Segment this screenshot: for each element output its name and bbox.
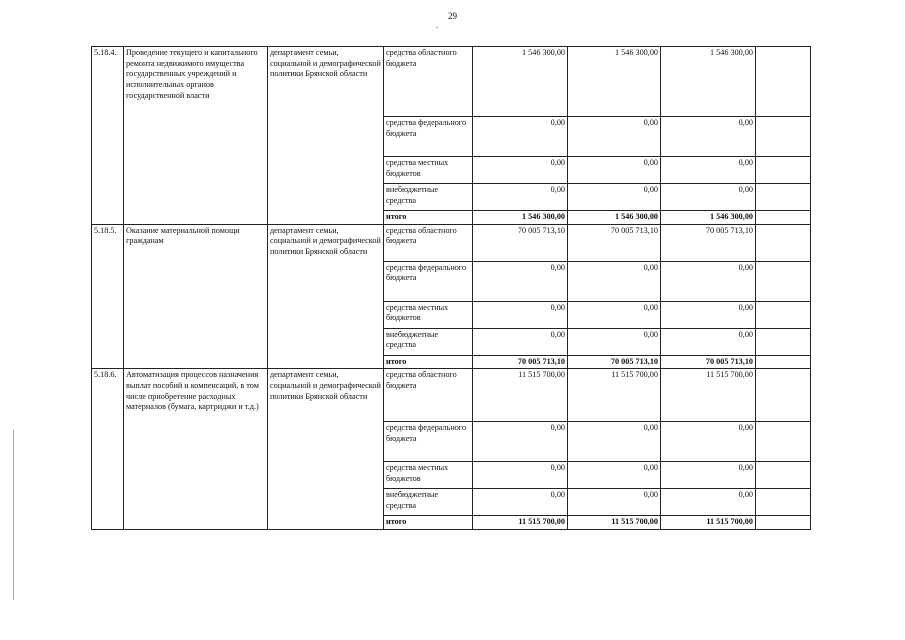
amount-year-3: 11 515 700,00 xyxy=(661,516,756,530)
empty-cell xyxy=(756,369,811,422)
measure-code: 5.18.5. xyxy=(92,224,124,369)
empty-cell xyxy=(756,328,811,355)
scan-edge-line xyxy=(13,430,14,600)
empty-cell xyxy=(756,224,811,261)
amount-year-2: 0,00 xyxy=(568,462,661,489)
amount-year-3: 0,00 xyxy=(661,117,756,157)
empty-cell xyxy=(756,261,811,301)
amount-year-1: 0,00 xyxy=(473,157,568,184)
funding-source: внебюджетные средства xyxy=(384,328,473,355)
amount-year-1: 0,00 xyxy=(473,261,568,301)
executor: департамент семьи, социальной и демографической политики Брянской области xyxy=(268,224,384,369)
amount-year-1: 70 005 713,10 xyxy=(473,224,568,261)
amount-year-3: 70 005 713,10 xyxy=(661,224,756,261)
amount-year-3: 0,00 xyxy=(661,184,756,211)
amount-year-2: 0,00 xyxy=(568,184,661,211)
funding-source: итого xyxy=(384,516,473,530)
amount-year-2: 0,00 xyxy=(568,328,661,355)
table-row xyxy=(92,47,811,117)
empty-cell xyxy=(756,211,811,225)
amount-year-2: 70 005 713,10 xyxy=(568,355,661,369)
funding-source: средства федерального бюджета xyxy=(384,261,473,301)
funding-source: итого xyxy=(384,355,473,369)
amount-year-1: 0,00 xyxy=(473,489,568,516)
empty-cell xyxy=(756,47,811,117)
funding-source: внебюджетные средства xyxy=(384,184,473,211)
amount-year-1: 0,00 xyxy=(473,301,568,328)
empty-cell xyxy=(756,184,811,211)
amount-year-1: 0,00 xyxy=(473,184,568,211)
funding-source: средства областного бюджета xyxy=(384,369,473,422)
amount-year-1: 0,00 xyxy=(473,462,568,489)
amount-year-1: 0,00 xyxy=(473,422,568,462)
empty-cell xyxy=(756,117,811,157)
empty-cell xyxy=(756,489,811,516)
amount-year-2: 0,00 xyxy=(568,261,661,301)
funding-source: средства областного бюджета xyxy=(384,224,473,261)
amount-year-1: 11 515 700,00 xyxy=(473,516,568,530)
amount-year-1: 11 515 700,00 xyxy=(473,369,568,422)
empty-cell xyxy=(756,462,811,489)
amount-year-2: 1 546 300,00 xyxy=(568,211,661,225)
amount-year-1: 1 546 300,00 xyxy=(473,47,568,117)
funding-source: средства местных бюджетов xyxy=(384,301,473,328)
empty-cell xyxy=(756,301,811,328)
measure-name: Автоматизация процессов назначения выплат пособий и компенсаций, в том числе приобретение расходных материалов (бумага, картриджи и т.д.) xyxy=(124,369,268,530)
amount-year-2: 0,00 xyxy=(568,489,661,516)
amount-year-3: 0,00 xyxy=(661,328,756,355)
empty-cell xyxy=(756,422,811,462)
amount-year-3: 70 005 713,10 xyxy=(661,355,756,369)
amount-year-3: 0,00 xyxy=(661,157,756,184)
amount-year-3: 1 546 300,00 xyxy=(661,47,756,117)
amount-year-2: 0,00 xyxy=(568,117,661,157)
amount-year-1: 0,00 xyxy=(473,328,568,355)
amount-year-1: 1 546 300,00 xyxy=(473,211,568,225)
measure-name: Проведение текущего и капитального ремонта недвижимого имущества государственных учреждений и исполнительных органов государственной власти xyxy=(124,47,268,225)
amount-year-3: 11 515 700,00 xyxy=(661,369,756,422)
executor: департамент семьи, социальной и демографической политики Брянской области xyxy=(268,47,384,225)
budget-table xyxy=(91,46,811,530)
funding-source: средства местных бюджетов xyxy=(384,157,473,184)
executor: департамент семьи, социальной и демографической политики Брянской области xyxy=(268,369,384,530)
empty-cell xyxy=(756,516,811,530)
funding-source: средства федерального бюджета xyxy=(384,117,473,157)
measure-code: 5.18.4. xyxy=(92,47,124,225)
table-row xyxy=(92,224,811,261)
amount-year-3: 0,00 xyxy=(661,261,756,301)
amount-year-1: 70 005 713,10 xyxy=(473,355,568,369)
funding-source: средства федерального бюджета xyxy=(384,422,473,462)
amount-year-3: 0,00 xyxy=(661,422,756,462)
funding-source: средства областного бюджета xyxy=(384,47,473,117)
amount-year-2: 1 546 300,00 xyxy=(568,47,661,117)
amount-year-2: 11 515 700,00 xyxy=(568,516,661,530)
table-row xyxy=(92,369,811,422)
funding-source: внебюджетные средства xyxy=(384,489,473,516)
amount-year-3: 1 546 300,00 xyxy=(661,211,756,225)
measure-code: 5.18.6. xyxy=(92,369,124,530)
funding-source: средства местных бюджетов xyxy=(384,462,473,489)
page-number: 29 xyxy=(448,11,457,21)
amount-year-1: 0,00 xyxy=(473,117,568,157)
amount-year-2: 70 005 713,10 xyxy=(568,224,661,261)
amount-year-2: 11 515 700,00 xyxy=(568,369,661,422)
amount-year-3: 0,00 xyxy=(661,301,756,328)
amount-year-3: 0,00 xyxy=(661,462,756,489)
empty-cell xyxy=(756,355,811,369)
amount-year-3: 0,00 xyxy=(661,489,756,516)
scan-speck xyxy=(436,27,438,28)
amount-year-2: 0,00 xyxy=(568,301,661,328)
funding-source: итого xyxy=(384,211,473,225)
measure-name: Оказание материальной помощи гражданам xyxy=(124,224,268,369)
amount-year-2: 0,00 xyxy=(568,422,661,462)
amount-year-2: 0,00 xyxy=(568,157,661,184)
empty-cell xyxy=(756,157,811,184)
